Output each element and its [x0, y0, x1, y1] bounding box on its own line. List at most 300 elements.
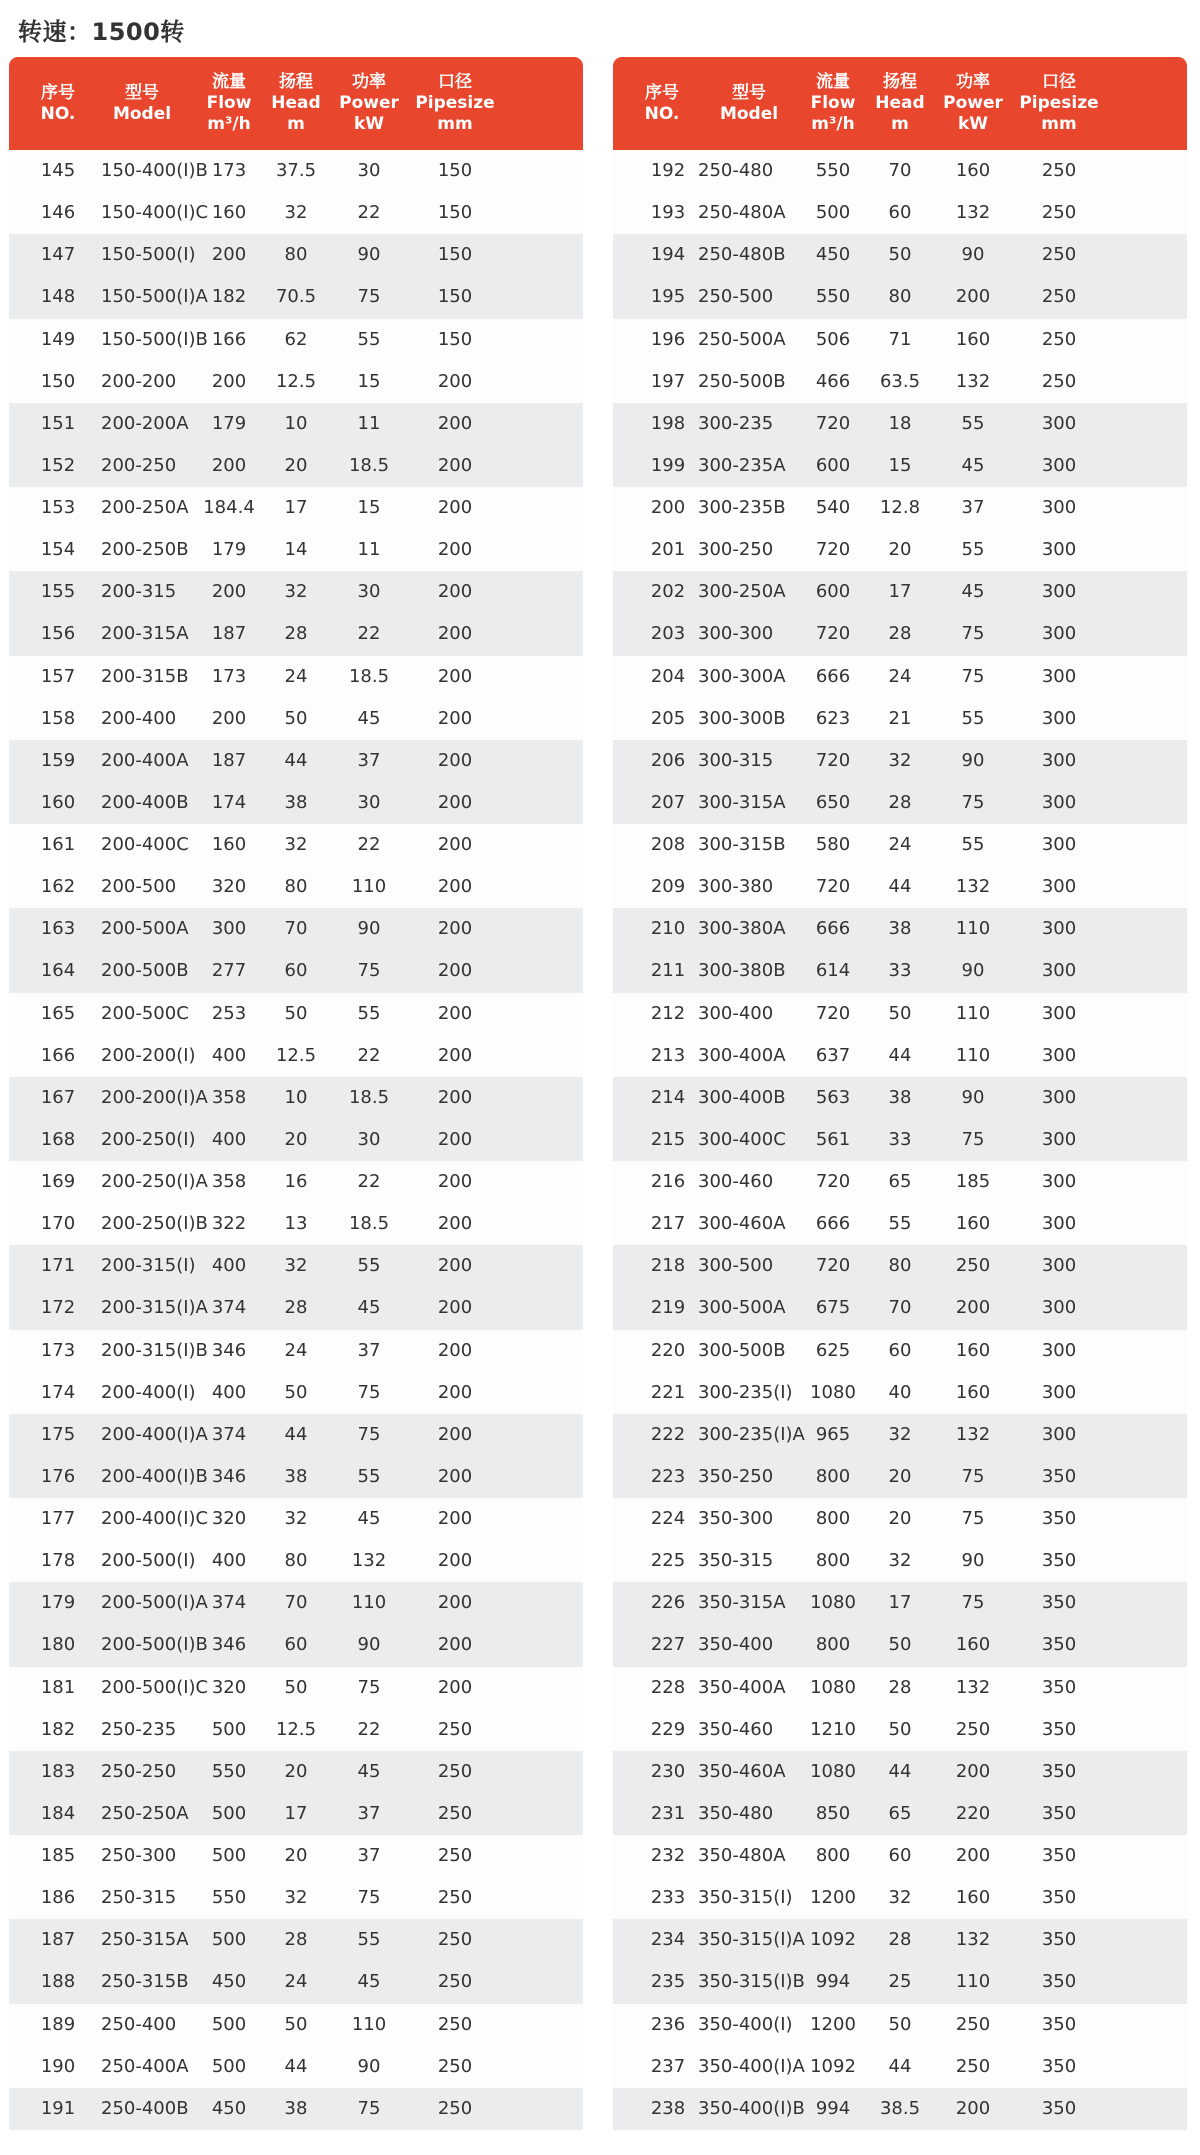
cell-head: 44 [284, 2055, 308, 2077]
cell-model: 350-460A [698, 1760, 786, 1782]
column-header-flow [797, 57, 869, 150]
table-row [613, 571, 1187, 613]
cell-no: 149 [40, 328, 76, 350]
column-header-cn: 序号 [645, 82, 679, 103]
cell-flow: 200 [211, 244, 247, 266]
cell-model: 200-400A [101, 749, 189, 771]
column-header-head [260, 57, 332, 150]
cell-power: 90 [357, 1634, 381, 1656]
column-header-head [864, 57, 936, 150]
cell-model: 250-400A [101, 2055, 189, 2077]
cell-head: 15 [888, 454, 912, 476]
cell-model: 350-315(I) [698, 1887, 793, 1909]
cell-pipe: 200 [437, 1339, 473, 1361]
cell-flow: 187 [211, 623, 247, 645]
cell-power: 55 [357, 1255, 381, 1277]
column-header-model [708, 57, 790, 150]
cell-no: 195 [650, 286, 686, 308]
cell-no: 163 [40, 918, 76, 940]
cell-model: 300-315B [698, 834, 786, 855]
column-header-cn: 扬程 [279, 72, 313, 92]
cell-power: 200 [955, 286, 991, 308]
cell-model: 150-500(I) [101, 244, 196, 266]
table-row [613, 656, 1187, 698]
cell-model: 200-500(I)A [101, 1592, 208, 1614]
table-row [613, 782, 1187, 824]
cell-head: 80 [284, 876, 308, 898]
cell-model: 200-500B [101, 960, 189, 982]
cell-no: 192 [650, 160, 686, 181]
cell-head: 13 [284, 1213, 308, 1235]
column-header-power [933, 57, 1013, 150]
column-header-pipe [1009, 57, 1109, 150]
cell-flow: 500 [211, 2013, 247, 2035]
cell-pipe: 150 [437, 160, 473, 181]
cell-power: 75 [357, 960, 381, 982]
cell-flow: 994 [815, 1971, 851, 1993]
column-header-cn: 扬程 [883, 72, 917, 92]
cell-head: 50 [888, 1002, 912, 1024]
cell-flow: 1080 [810, 1381, 856, 1403]
cell-model: 300-250A [698, 581, 786, 603]
cell-pipe: 200 [437, 1171, 473, 1192]
table-row [9, 1582, 583, 1624]
cell-pipe: 300 [1041, 1044, 1077, 1066]
cell-power: 220 [955, 1802, 991, 1824]
cell-head: 28 [284, 1297, 308, 1319]
cell-power: 75 [357, 1887, 381, 1909]
cell-pipe: 200 [437, 454, 473, 476]
cell-no: 185 [40, 1845, 76, 1866]
cell-power: 132 [955, 1423, 991, 1445]
cell-no: 223 [650, 1465, 686, 1487]
spec-table-right [613, 57, 1187, 2130]
cell-model: 350-400A [698, 1676, 786, 1698]
table-row [9, 698, 583, 740]
cell-head: 24 [284, 1971, 308, 1993]
cell-no: 235 [650, 1971, 686, 1993]
cell-power: 18.5 [348, 1213, 390, 1235]
cell-no: 209 [650, 876, 686, 898]
cell-no: 233 [650, 1887, 686, 1909]
cell-power: 45 [357, 1760, 381, 1782]
cell-power: 55 [357, 1465, 381, 1487]
cell-model: 300-460 [698, 1171, 774, 1192]
cell-flow: 450 [211, 1971, 247, 1993]
cell-head: 32 [888, 749, 912, 771]
cell-power: 18.5 [348, 665, 390, 687]
table-row [613, 613, 1187, 655]
cell-flow: 850 [815, 1802, 851, 1824]
cell-no: 170 [40, 1213, 76, 1235]
cell-pipe: 250 [1041, 286, 1077, 308]
cell-model: 200-315(I)B [101, 1339, 208, 1361]
cell-model: 200-250(I)A [101, 1171, 208, 1192]
cell-flow: 561 [815, 1128, 851, 1150]
cell-power: 160 [955, 1381, 991, 1403]
cell-no: 227 [650, 1634, 686, 1656]
cell-no: 238 [650, 2097, 686, 2119]
cell-head: 17 [284, 497, 308, 518]
cell-model: 300-500 [698, 1255, 774, 1277]
table-row [9, 361, 583, 403]
cell-power: 110 [955, 1044, 991, 1066]
cell-head: 60 [888, 1339, 912, 1361]
cell-no: 182 [40, 1718, 76, 1740]
table-row [9, 192, 583, 234]
table-row [9, 1835, 583, 1877]
cell-power: 22 [357, 623, 381, 645]
cell-model: 300-400A [698, 1044, 786, 1066]
cell-flow: 965 [815, 1423, 851, 1445]
cell-head: 44 [888, 1044, 912, 1066]
cell-pipe: 150 [437, 286, 473, 308]
cell-power: 30 [357, 160, 381, 181]
cell-power: 37 [357, 1339, 381, 1361]
cell-head: 20 [284, 454, 308, 476]
cell-power: 132 [351, 1550, 387, 1572]
cell-head: 38.5 [879, 2097, 921, 2119]
cell-power: 11 [357, 412, 381, 434]
cell-model: 350-460 [698, 1718, 774, 1740]
cell-model: 300-380A [698, 918, 786, 940]
cell-power: 200 [955, 1845, 991, 1866]
cell-model: 250-250A [101, 1802, 189, 1824]
cell-pipe: 300 [1041, 623, 1077, 645]
cell-flow: 200 [211, 454, 247, 476]
column-header-cn: 口径 [438, 72, 472, 92]
cell-head: 20 [888, 1508, 912, 1529]
cell-flow: 1080 [810, 1760, 856, 1782]
table-row [613, 1203, 1187, 1245]
cell-model: 300-300 [698, 623, 774, 645]
column-header-en: Flow [206, 93, 252, 113]
cell-no: 172 [40, 1297, 76, 1319]
cell-no: 215 [650, 1128, 686, 1150]
cell-flow: 720 [815, 412, 851, 434]
cell-model: 300-235 [698, 412, 774, 434]
cell-pipe: 250 [1041, 202, 1077, 224]
cell-no: 204 [650, 665, 686, 687]
table-row [9, 403, 583, 445]
cell-no: 168 [40, 1128, 76, 1150]
cell-head: 32 [284, 1887, 308, 1909]
cell-head: 55 [888, 1213, 912, 1235]
cell-head: 28 [888, 791, 912, 813]
cell-head: 80 [284, 244, 308, 266]
cell-pipe: 300 [1041, 876, 1077, 898]
cell-head: 65 [888, 1171, 912, 1192]
table-row [613, 192, 1187, 234]
cell-model: 200-400(I)C [101, 1508, 209, 1529]
cell-no: 174 [40, 1381, 76, 1403]
cell-pipe: 350 [1041, 2055, 1077, 2077]
cell-head: 50 [888, 1718, 912, 1740]
cell-pipe: 300 [1041, 1171, 1077, 1192]
cell-flow: 720 [815, 623, 851, 645]
cell-flow: 179 [211, 412, 247, 434]
cell-model: 200-250(I) [101, 1128, 196, 1150]
column-header-unit: kW [957, 114, 989, 134]
cell-power: 200 [955, 2097, 991, 2119]
cell-model: 250-315B [101, 1971, 189, 1993]
cell-pipe: 200 [437, 539, 473, 561]
table-row [613, 529, 1187, 571]
cell-pipe: 350 [1041, 1929, 1077, 1951]
cell-power: 160 [955, 1339, 991, 1361]
cell-no: 183 [40, 1760, 76, 1782]
table-row [613, 1919, 1187, 1961]
cell-flow: 184.4 [203, 497, 255, 518]
cell-head: 32 [284, 834, 308, 855]
cell-flow: 550 [211, 1760, 247, 1782]
cell-no: 219 [650, 1297, 686, 1319]
cell-model: 300-235B [698, 497, 786, 518]
cell-no: 196 [650, 328, 686, 350]
cell-flow: 500 [815, 202, 851, 224]
cell-no: 224 [650, 1508, 686, 1529]
cell-pipe: 350 [1041, 1676, 1077, 1698]
cell-pipe: 200 [437, 918, 473, 940]
cell-model: 200-400(I) [101, 1381, 196, 1403]
cell-head: 28 [888, 1676, 912, 1698]
cell-power: 15 [357, 497, 381, 518]
cell-no: 221 [650, 1381, 686, 1403]
cell-power: 75 [961, 791, 985, 813]
cell-no: 214 [650, 1086, 686, 1108]
cell-flow: 400 [211, 1128, 247, 1150]
cell-pipe: 200 [437, 1128, 473, 1150]
cell-flow: 346 [211, 1634, 247, 1656]
cell-no: 218 [650, 1255, 686, 1277]
cell-power: 55 [357, 1929, 381, 1951]
table-row [613, 2046, 1187, 2088]
table-row [9, 1414, 583, 1456]
cell-flow: 720 [815, 1255, 851, 1277]
cell-head: 44 [888, 1760, 912, 1782]
column-header-en: Model [112, 103, 172, 124]
cell-flow: 550 [211, 1887, 247, 1909]
column-header-power [329, 57, 409, 150]
cell-model: 200-400(I)A [101, 1423, 208, 1445]
cell-power: 110 [955, 1971, 991, 1993]
table-row [9, 950, 583, 992]
cell-power: 160 [955, 160, 991, 181]
cell-model: 200-315B [101, 665, 189, 687]
cell-no: 161 [40, 834, 76, 855]
cell-head: 44 [888, 876, 912, 898]
cell-flow: 666 [815, 1213, 851, 1235]
cell-no: 200 [650, 497, 686, 518]
column-header-en: NO. [644, 103, 680, 124]
cell-flow: 320 [211, 876, 247, 898]
cell-model: 200-400B [101, 791, 189, 813]
cell-pipe: 250 [437, 2055, 473, 2077]
cell-head: 60 [888, 1845, 912, 1866]
table-row [613, 740, 1187, 782]
cell-head: 38 [284, 1465, 308, 1487]
cell-pipe: 250 [437, 1845, 473, 1866]
cell-no: 179 [40, 1592, 76, 1614]
cell-no: 147 [40, 244, 76, 266]
cell-flow: 1092 [810, 2055, 856, 2077]
cell-power: 90 [357, 918, 381, 940]
cell-no: 155 [40, 581, 76, 603]
column-header-en: NO. [40, 103, 76, 124]
cell-no: 191 [40, 2097, 76, 2119]
cell-head: 33 [888, 960, 912, 982]
cell-model: 300-235(I)A [698, 1423, 805, 1445]
cell-flow: 182 [211, 286, 247, 308]
table-row [9, 1667, 583, 1709]
cell-head: 50 [284, 707, 308, 729]
cell-power: 250 [955, 2013, 991, 2035]
cell-head: 32 [888, 1887, 912, 1909]
cell-model: 250-250 [101, 1760, 177, 1782]
cell-power: 90 [961, 1550, 985, 1572]
table-row [9, 276, 583, 318]
cell-power: 22 [357, 834, 381, 855]
cell-head: 20 [284, 1760, 308, 1782]
cell-flow: 374 [211, 1592, 247, 1614]
cell-pipe: 300 [1041, 918, 1077, 940]
cell-flow: 179 [211, 539, 247, 561]
cell-flow: 200 [211, 707, 247, 729]
cell-model: 350-315(I)A [698, 1929, 805, 1951]
cell-flow: 400 [211, 1044, 247, 1066]
cell-head: 12.5 [275, 1044, 317, 1066]
cell-head: 38 [888, 918, 912, 940]
cell-no: 171 [40, 1255, 76, 1277]
cell-flow: 720 [815, 539, 851, 561]
cell-head: 12.8 [879, 497, 921, 518]
table-row [613, 1119, 1187, 1161]
cell-head: 28 [284, 623, 308, 645]
table-row [9, 1119, 583, 1161]
cell-head: 14 [284, 539, 308, 561]
cell-model: 300-400C [698, 1128, 786, 1150]
cell-no: 159 [40, 749, 76, 771]
cell-pipe: 250 [437, 1887, 473, 1909]
cell-power: 250 [955, 1718, 991, 1740]
cell-power: 75 [357, 2097, 381, 2119]
cell-pipe: 200 [437, 791, 473, 813]
cell-pipe: 350 [1041, 1887, 1077, 1909]
cell-power: 18.5 [348, 454, 390, 476]
cell-head: 28 [284, 1929, 308, 1951]
table-row [9, 529, 583, 571]
column-header-unit: mm [437, 114, 473, 134]
cell-flow: 800 [815, 1634, 851, 1656]
cell-head: 17 [888, 581, 912, 603]
cell-no: 176 [40, 1465, 76, 1487]
cell-model: 350-300 [698, 1508, 774, 1529]
column-header-flow [193, 57, 265, 150]
table-row [613, 1624, 1187, 1666]
cell-model: 350-400(I)B [698, 2097, 805, 2119]
cell-power: 250 [955, 1255, 991, 1277]
cell-head: 10 [284, 1086, 308, 1108]
cell-no: 206 [650, 749, 686, 771]
table-row [613, 276, 1187, 318]
spec-table-left [9, 57, 583, 2130]
cell-no: 197 [650, 370, 686, 392]
cell-pipe: 250 [437, 2013, 473, 2035]
cell-pipe: 200 [437, 497, 473, 518]
table-row [9, 824, 583, 866]
cell-pipe: 200 [437, 1508, 473, 1529]
table-row [613, 908, 1187, 950]
cell-no: 180 [40, 1634, 76, 1656]
cell-flow: 160 [211, 202, 247, 224]
cell-no: 236 [650, 2013, 686, 2035]
cell-power: 45 [961, 581, 985, 603]
cell-flow: 550 [815, 286, 851, 308]
cell-model: 300-500A [698, 1297, 786, 1319]
column-header-en: Power [943, 93, 1003, 113]
cell-pipe: 300 [1041, 539, 1077, 561]
cell-power: 22 [357, 1044, 381, 1066]
cell-no: 199 [650, 454, 686, 476]
cell-model: 200-400 [101, 707, 177, 729]
table-row [613, 1961, 1187, 2003]
table-row [9, 1203, 583, 1245]
cell-no: 167 [40, 1086, 76, 1108]
table-row [613, 824, 1187, 866]
column-header-unit: m³/h [207, 114, 251, 134]
cell-no: 186 [40, 1887, 76, 1909]
cell-flow: 675 [815, 1297, 851, 1319]
cell-model: 300-400B [698, 1086, 786, 1108]
cell-power: 160 [955, 1213, 991, 1235]
cell-flow: 173 [211, 160, 247, 181]
cell-head: 24 [284, 1339, 308, 1361]
column-header-cn: 序号 [41, 82, 75, 103]
cell-pipe: 250 [1041, 328, 1077, 350]
cell-head: 21 [888, 707, 912, 729]
cell-head: 20 [888, 539, 912, 561]
cell-flow: 300 [211, 918, 247, 940]
cell-flow: 253 [211, 1002, 247, 1024]
cell-pipe: 300 [1041, 1339, 1077, 1361]
table-row [613, 1540, 1187, 1582]
cell-pipe: 350 [1041, 1718, 1077, 1740]
table-row [613, 866, 1187, 908]
cell-pipe: 250 [437, 1929, 473, 1951]
cell-power: 132 [955, 876, 991, 898]
cell-no: 146 [40, 202, 76, 224]
cell-head: 32 [888, 1550, 912, 1572]
table-row [9, 2046, 583, 2088]
cell-model: 200-315A [101, 623, 189, 645]
cell-pipe: 200 [437, 1634, 473, 1656]
cell-power: 250 [955, 2055, 991, 2077]
cell-power: 55 [961, 834, 985, 855]
cell-model: 300-460A [698, 1213, 786, 1235]
table-row [9, 866, 583, 908]
cell-power: 55 [961, 707, 985, 729]
cell-no: 229 [650, 1718, 686, 1740]
cell-no: 194 [650, 244, 686, 266]
cell-flow: 400 [211, 1550, 247, 1572]
cell-power: 75 [357, 1423, 381, 1445]
cell-no: 226 [650, 1592, 686, 1614]
cell-no: 145 [40, 160, 76, 181]
cell-flow: 800 [815, 1550, 851, 1572]
cell-pipe: 300 [1041, 454, 1077, 476]
cell-model: 300-235(I) [698, 1381, 793, 1403]
cell-pipe: 300 [1041, 1002, 1077, 1024]
